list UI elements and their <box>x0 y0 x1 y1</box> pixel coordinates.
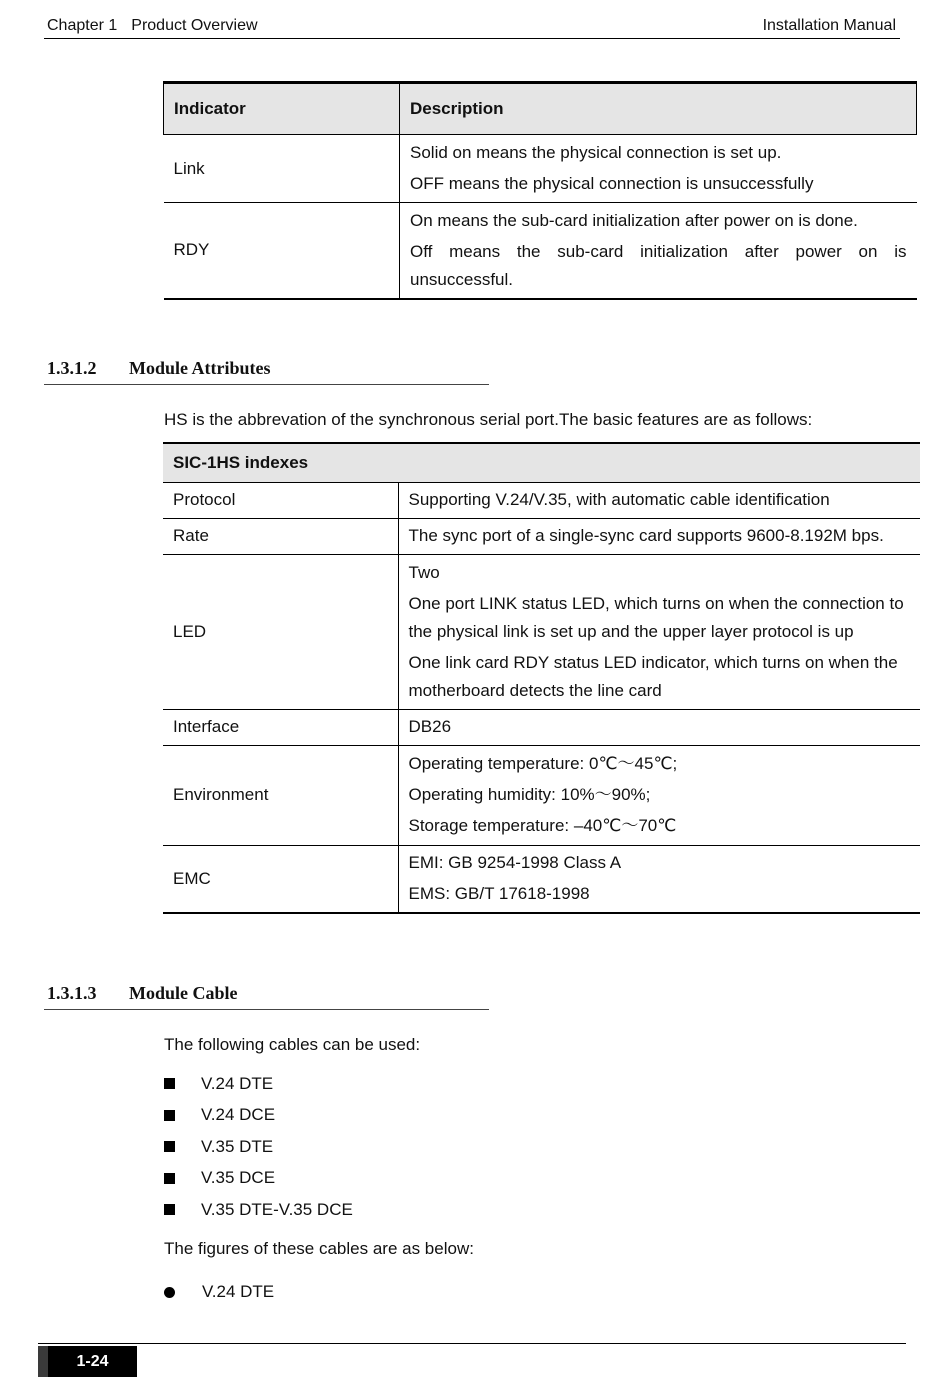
description-line: Off means the sub-card initialization after power on is unsuccessful. <box>410 241 907 289</box>
value-line: EMS: GB/T 17618-1998 <box>408 884 590 904</box>
section-title: Module Cable <box>129 983 238 1003</box>
figure-cable-name: V.24 DTE <box>202 1282 275 1301</box>
section-heading-module-cable <box>47 983 238 1004</box>
cable-intro: The following cables can be used: <box>164 1035 421 1054</box>
indicator-name: Link <box>164 135 400 203</box>
table-header-indexes: SIC-1HS indexes <box>163 443 920 482</box>
value-line: One link card RDY status LED indicator, which turns on when the motherboard detects the line card <box>408 652 898 700</box>
square-bullet-icon <box>164 1078 175 1089</box>
attribute-value <box>398 554 920 709</box>
header-divider <box>44 38 900 39</box>
square-bullet-icon <box>164 1141 175 1152</box>
value-line: One port LINK status LED, which turns on when the connection to the physical link is set up and the upper layer protocol is up <box>408 593 904 641</box>
footer-divider <box>38 1343 906 1344</box>
table-header-row <box>164 83 917 135</box>
running-header-chapter <box>47 17 258 35</box>
section-underline <box>44 384 489 385</box>
section-heading-module-attributes <box>47 358 271 379</box>
page-number: 1-24 <box>38 1346 137 1377</box>
attributes-intro: HS is the abbrevation of the synchronous serial port.The basic features are as follows: <box>164 410 813 429</box>
list-item <box>164 1163 353 1195</box>
description-line: OFF means the physical connection is unsuccessfully <box>410 174 814 193</box>
attribute-name: Protocol <box>163 482 398 518</box>
indicator-name: RDY <box>164 203 400 299</box>
column-header-description: Description <box>400 83 917 135</box>
table-header-row <box>163 443 920 482</box>
attribute-name: Rate <box>163 518 398 554</box>
square-bullet-icon <box>164 1173 175 1184</box>
chapter-label: Chapter 1 <box>47 17 118 34</box>
section-number: 1.3.1.2 <box>47 358 97 378</box>
list-item <box>164 1131 353 1163</box>
section-underline <box>44 1009 489 1010</box>
square-bullet-icon <box>164 1110 175 1121</box>
attribute-name: LED <box>163 554 398 709</box>
list-item <box>164 1100 353 1132</box>
table-row <box>164 135 917 203</box>
column-header-indicator: Indicator <box>164 83 400 135</box>
list-item <box>164 1068 353 1100</box>
figure-list-item <box>164 1279 274 1305</box>
cable-list <box>164 1068 353 1226</box>
section-number: 1.3.1.3 <box>47 983 97 1003</box>
indicator-description <box>400 203 917 299</box>
value-line: Storage temperature: –40℃～70℃ <box>408 816 677 835</box>
attribute-name: EMC <box>163 845 398 913</box>
cable-name: V.35 DCE <box>201 1168 276 1188</box>
square-bullet-icon <box>164 1204 175 1215</box>
attribute-name: Environment <box>163 745 398 845</box>
table-row <box>163 845 920 913</box>
cable-name: V.35 DTE-V.35 DCE <box>201 1199 353 1219</box>
section-title: Module Attributes <box>129 358 271 378</box>
table-row <box>164 203 917 299</box>
description-line: Solid on means the physical connection is set up. <box>410 143 782 162</box>
attribute-value: The sync port of a single-sync card supports 9600-8.192M bps. <box>398 518 920 554</box>
cable-name: V.24 DTE <box>201 1073 274 1093</box>
indicator-description <box>400 135 917 203</box>
running-header-manual: Installation Manual <box>762 17 896 34</box>
value-line: Operating temperature: 0℃～45℃; <box>408 754 678 773</box>
value-line: Operating humidity: 10%～90%; <box>408 785 651 804</box>
cable-name: V.35 DTE <box>201 1136 274 1156</box>
chapter-title: Product Overview <box>131 17 258 34</box>
attribute-value <box>398 845 920 913</box>
list-item <box>164 1194 353 1226</box>
description-line: On means the sub-card initialization after power on is done. <box>410 210 858 230</box>
round-bullet-icon <box>164 1287 175 1298</box>
figures-intro: The figures of these cables are as below: <box>164 1239 474 1258</box>
table-row <box>163 709 920 745</box>
table-row <box>163 482 920 518</box>
attribute-value <box>398 745 920 845</box>
table-row <box>163 554 920 709</box>
attributes-table <box>163 442 920 914</box>
table-row <box>163 518 920 554</box>
value-line: EMI: GB 9254-1998 Class A <box>408 853 622 873</box>
table-row <box>163 745 920 845</box>
indicator-table <box>163 81 917 300</box>
attribute-value: DB26 <box>398 709 920 745</box>
value-line: Two <box>408 562 440 582</box>
attribute-value: Supporting V.24/V.35, with automatic cable identification <box>398 482 920 518</box>
cable-name: V.24 DCE <box>201 1105 276 1125</box>
attribute-name: Interface <box>163 709 398 745</box>
